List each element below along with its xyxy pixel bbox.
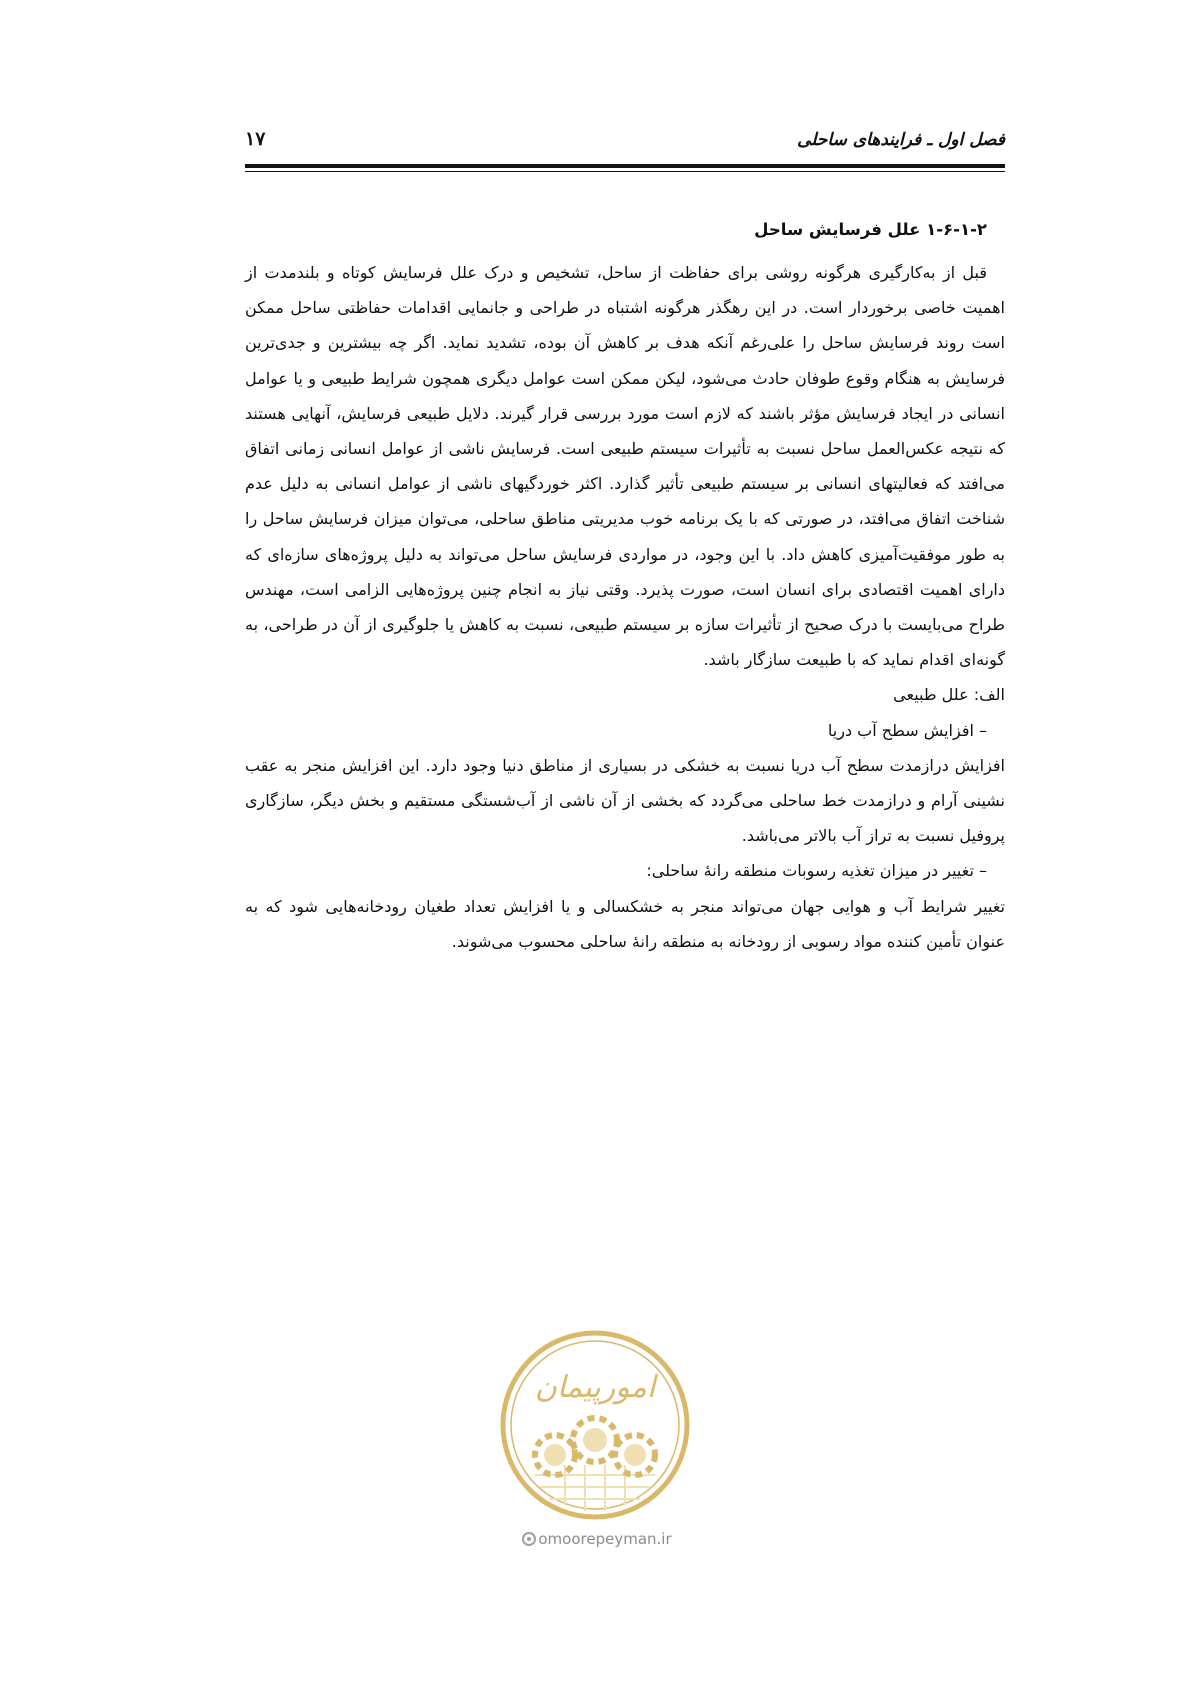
item-sediment-text: تغییر شرایط آب و هوایی جهان می‌تواند منجر به خشکسالی و یا افزایش تعداد طغیان رودخانه‌هایی شود که به عنوان تأمین کننده مواد رسوبی از رودخانه به منطقه رانهٔ ساحلی محسوب می‌شوند. [245,896,1005,951]
section-heading: ۱-۶-۱-۲ علل فرسایش ساحل [754,220,987,239]
seal-logo-icon [495,1325,695,1525]
seal-calligraphy: امورپیمان [534,1370,656,1405]
site-url: omoorepeyman.ir [538,1530,672,1548]
item-sea-level-text: افزایش درازمدت سطح آب دریا نسبت به خشکی در بسیاری از مناطق دنیا وجود دارد. این افزایش منجر به عقب نشینی آرام و درازمدت خط ساحلی می‌گردد که بخشی از آن ناشی از آب‌شستگی مستقیم و بخش دیگر، سازگاری پروفیل نسبت به تراز آب بالاتر می‌باشد. [245,755,1005,846]
chapter-title: فصل اول ـ فرایندهای ساحلی [797,130,1005,150]
natural-causes-label: الف: علل طبیعی [893,685,1005,705]
item-sediment-title: – تغییر در میزان تغذیه رسوبات منطقه رانهٔ ساحلی: [646,861,987,881]
running-header [245,128,1005,158]
intro-paragraph: قبل از به‌کارگیری هرگونه روشی برای حفاظت از ساحل، تشخیص و درک علل فرسایش کوتاه و بلندمدت از اهمیت خاصی برخوردار است. در این رهگذر هرگونه اشتباه در طراحی و جانمایی اقدامات حفاظتی ساحل ممکن است روند فرسایش ساحل را علی‌رغم آنکه هدف بر کاهش آن بوده، تشدید نماید. اگر چه بیشترین و جدی‌ترین فرسایش به هنگام وقوع طوفان حادث می‌شود، لیکن ممکن است عوامل دیگری همچون شرایط طبیعی و یا عوامل انسانی در ایجاد فرسایش مؤثر باشند که لازم است مورد بررسی قرار گیرند. دلایل طبیعی فرسایش، آنهایی هستند که نتیجه عکس‌العمل ساحل نسبت به تأثیرات سیستم طبیعی است. فرسایش ناشی از عوامل انسانی زمانی اتفاق می‌افتد که فعالیتهای انسانی بر سیستم طبیعی تأثیر گذارد. اکثر خوردگیهای ناشی از عوامل انسانی به دلیل عدم شناخت اتفاق می‌افتد، در صورتی که با یک برنامه خوب مدیریتی مناطق ساحلی، می‌توان میزان فرسایش ساحل را به طور موفقیت‌آمیزی کاهش داد. با این وجود، در مواردی فرسایش ساحل می‌تواند به دلیل پروژه‌های سازه‌ای که دارای اهمیت اقتصادی برای انسان است، صورت پذیرد. وقتی نیاز به انجام چنین پروژه‌هایی الزامی است، مهندس طراح می‌بایست با درک صحیح از تأثیرات سازه بر سیستم طبیعی، نسبت به کاهش یا جلوگیری از آن در طراحی، به گونه‌ای اقدام نماید که با طبیعت سازگار باشد. [245,263,1005,670]
page-number: ۱۷ [245,128,266,150]
header-rule-thin [245,171,1005,172]
watermark-seal [495,1325,695,1525]
item-sea-level-title: – افزایش سطح آب دریا [827,720,987,740]
watermark-site [492,1530,702,1548]
header-rule-thick [245,164,1005,168]
body-content [245,215,1005,959]
at-sign-icon [522,1532,536,1546]
